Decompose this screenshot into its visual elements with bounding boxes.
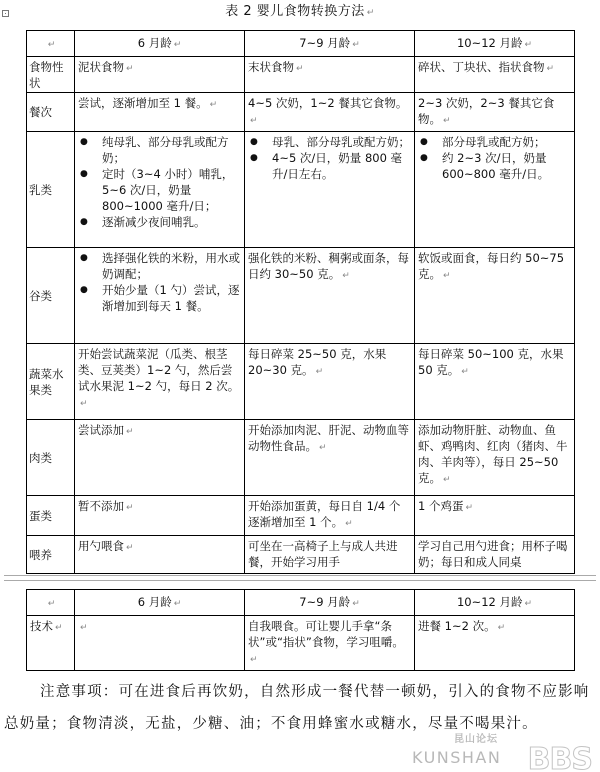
- table-cell: 可坐在一高椅子上与成人共进餐，开始学习用手: [245, 536, 415, 574]
- table-cell: [75, 248, 245, 344]
- table-cell: 每日碎菜 50~100 克，水果 50 克。 ↵: [415, 344, 575, 420]
- table-row: [27, 536, 575, 574]
- row-label-texture: 食物性状: [27, 57, 75, 93]
- table-header-row: [27, 31, 575, 57]
- table-cell: 尝试添加 ↵: [75, 420, 245, 496]
- table-cell: 碎状、丁块状、指状食物 ↵: [415, 57, 575, 93]
- table-row: [27, 344, 575, 420]
- table-cell: [245, 132, 415, 248]
- row-label-feeding: 喂养: [27, 536, 75, 574]
- row-label-technique: 技术 ↵: [27, 616, 75, 671]
- watermark-bbs: BBS: [527, 742, 592, 772]
- table-row: [27, 248, 575, 344]
- table-cell: 泥状食物 ↵: [75, 57, 245, 93]
- table-row: [27, 496, 575, 536]
- list-item: ● 选择强化铁的米粉，用水或奶调配；: [78, 250, 241, 282]
- table-cell: 4~5 次奶，1~2 餐其它食物。↵: [245, 93, 415, 132]
- header-cell-6m: 6 月龄 ↵: [75, 590, 245, 616]
- table-row: [27, 420, 575, 496]
- watermark-chinese: 昆山论坛: [454, 734, 498, 745]
- table-cell: 开始添加蛋黄，每日自 1/4 个逐渐增加至 1 个。 ↵: [245, 496, 415, 536]
- page-break: [0, 572, 600, 586]
- page-break-line: [4, 575, 596, 576]
- header-cell-10-12m: 10~12 月龄 ↵: [415, 31, 575, 57]
- list-item: ● 部分母乳或配方奶；: [418, 134, 571, 150]
- table-cell: [75, 132, 245, 248]
- table-cell: 每日碎菜 25~50 克，水果 20~30 克。 ↵: [245, 344, 415, 420]
- row-label-egg: 蛋类: [27, 496, 75, 536]
- header-cell-7-9m: 7~9 月龄 ↵: [245, 31, 415, 57]
- food-transition-table: [26, 30, 575, 574]
- table-cell: 2~3 次奶，2~3 餐其它食物。 ↵: [415, 93, 575, 132]
- list-item: ● 4~5 次/日，奶量 800 毫升/日左右。: [248, 150, 411, 182]
- note-paragraph: 注意事项：可在进食后再饮奶，自然形成一餐代替一顿奶，引入的食物不应影响总奶量；食物清淡，无盐，少糖、油；不食用蜂蜜水或糖水，尽量不喝果汁。: [4, 684, 590, 732]
- table-cell: 学习自己用勺进食；用杯子喝奶；每日和成人同桌: [415, 536, 575, 574]
- table-cell: 开始尝试蔬菜泥（瓜类、根茎类、豆荚类）1~2 勺，然后尝试水果泥 1~2 勺，每日 2 次。↵: [75, 344, 245, 420]
- food-transition-table-continued: [26, 589, 575, 671]
- table-cell: 进餐 1~2 次。 ↵: [415, 616, 575, 671]
- table-cell: 1 个鸡蛋 ↵: [415, 496, 575, 536]
- table-cell: 尝试，逐渐增加至 1 餐。 ↵: [75, 93, 245, 132]
- header-cell-empty: ↵: [27, 31, 75, 57]
- header-cell-6m: 6 月龄 ↵: [75, 31, 245, 57]
- table-cell: 添加动物肝脏、动物血、鱼虾、鸡鸭肉、红肉（猪肉、牛肉、羊肉等），每日 25~50 克。 ↵: [415, 420, 575, 496]
- page-break-line: [4, 580, 596, 581]
- table-cell: 开始添加肉泥、肝泥、动物血等动物性食品。 ↵: [245, 420, 415, 496]
- table-cell: ↵: [75, 616, 245, 671]
- list-item: ● 约 2~3 次/日，奶量 600~800 毫升/日。: [418, 150, 571, 182]
- table-cell: [415, 132, 575, 248]
- row-label-milk: 乳类: [27, 132, 75, 248]
- return-mark: ↵: [366, 8, 375, 18]
- list-item: ● 开始少量（1 勺）尝试，逐渐增加到每天 1 餐。: [78, 282, 241, 314]
- header-cell-7-9m: 7~9 月龄 ↵: [245, 590, 415, 616]
- table-anchor-icon[interactable]: [2, 10, 9, 17]
- row-label-cereal: 谷类: [27, 248, 75, 344]
- title-text: 表 2 婴儿食物转换方法: [225, 4, 365, 19]
- header-cell-10-12m: 10~12 月龄 ↵: [415, 590, 575, 616]
- table-cell: 暂不添加 ↵: [75, 496, 245, 536]
- table-row: [27, 57, 575, 93]
- table-cell: 强化铁的米粉、稠粥或面条，每日约 30~50 克。 ↵: [245, 248, 415, 344]
- table-row: [27, 93, 575, 132]
- table-cell: 软饭或面食，每日约 50~75 克。 ↵: [415, 248, 575, 344]
- watermark-english: KUNSHAN: [412, 748, 502, 767]
- table-cell: 用勺喂食 ↵: [75, 536, 245, 574]
- row-label-meals: 餐次: [27, 93, 75, 132]
- table-cell: 末状食物 ↵: [245, 57, 415, 93]
- table-title: [0, 4, 600, 21]
- list-item: ● 纯母乳、部分母乳或配方奶；: [78, 134, 241, 166]
- list-item: ● 母乳、部分母乳或配方奶；: [248, 134, 411, 150]
- row-label-meat: 肉类: [27, 420, 75, 496]
- header-cell-empty: ↵: [27, 590, 75, 616]
- row-label-veg-fruit: 蔬菜水果类: [27, 344, 75, 420]
- list-item: ● 定时（3~4 小时）哺乳，5~6 次/日，奶量 800~1000 毫升/日；: [78, 166, 241, 214]
- table-header-row: [27, 590, 575, 616]
- table-row: [27, 132, 575, 248]
- site-watermark-logo: [412, 732, 592, 772]
- list-item: ● 逐渐减少夜间哺乳。: [78, 214, 241, 230]
- table-cell: 自我喂食。可让婴儿手拿“条状”或“指状”食物，学习咀嚼。↵: [245, 616, 415, 671]
- table-row: [27, 616, 575, 671]
